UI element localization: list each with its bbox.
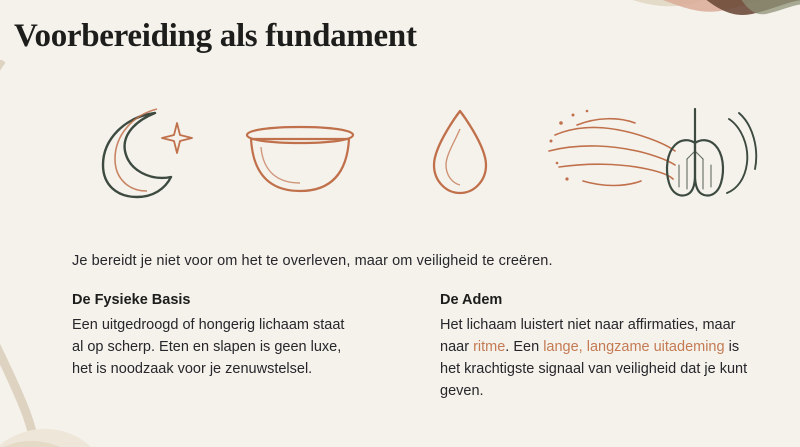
body-text: is het krachtigste signaal van veiligheid dat je kunt geven. xyxy=(440,339,748,400)
body-text: Het lichaam luistert niet naar affirmaties, xyxy=(440,317,699,333)
columns xyxy=(72,292,752,402)
body-line: Een uitgedroogd of hongerig lichaam staat xyxy=(72,317,345,333)
icon-cell-lungs xyxy=(540,98,760,208)
body-text-accent: lange, langzame uitademing xyxy=(543,339,725,356)
column-body xyxy=(72,314,384,380)
water-drop-icon xyxy=(420,103,500,203)
column-de-adem xyxy=(440,292,752,402)
slide-title: Voorbereiding als fundament xyxy=(14,18,417,54)
bowl-icon xyxy=(235,103,365,203)
column-heading: De Adem xyxy=(440,292,503,308)
body-text: maar naar xyxy=(440,317,736,356)
body-line: het is noodzaak voor je zenuwstelsel. xyxy=(72,361,313,378)
column-body xyxy=(440,314,752,402)
crescent-moon-and-star-icon xyxy=(85,103,195,203)
body-text-accent: ritme xyxy=(473,339,506,356)
column-heading: De Fysieke Basis xyxy=(72,292,191,308)
lungs-breath-icon xyxy=(543,101,758,205)
icon-row xyxy=(60,98,760,208)
column-fysieke-basis xyxy=(72,292,384,402)
icon-cell-moon xyxy=(60,98,220,208)
icon-cell-drop xyxy=(380,98,540,208)
body-line: al op scherp. Eten en slapen is geen luxe, xyxy=(72,339,342,356)
lead-paragraph: Je bereidt je niet voor om het te overleven, maar om veiligheid te creëren. xyxy=(72,253,553,269)
decorative-shape-top-right xyxy=(510,0,800,90)
body-text: . Een xyxy=(505,339,544,356)
icon-cell-bowl xyxy=(220,98,380,208)
